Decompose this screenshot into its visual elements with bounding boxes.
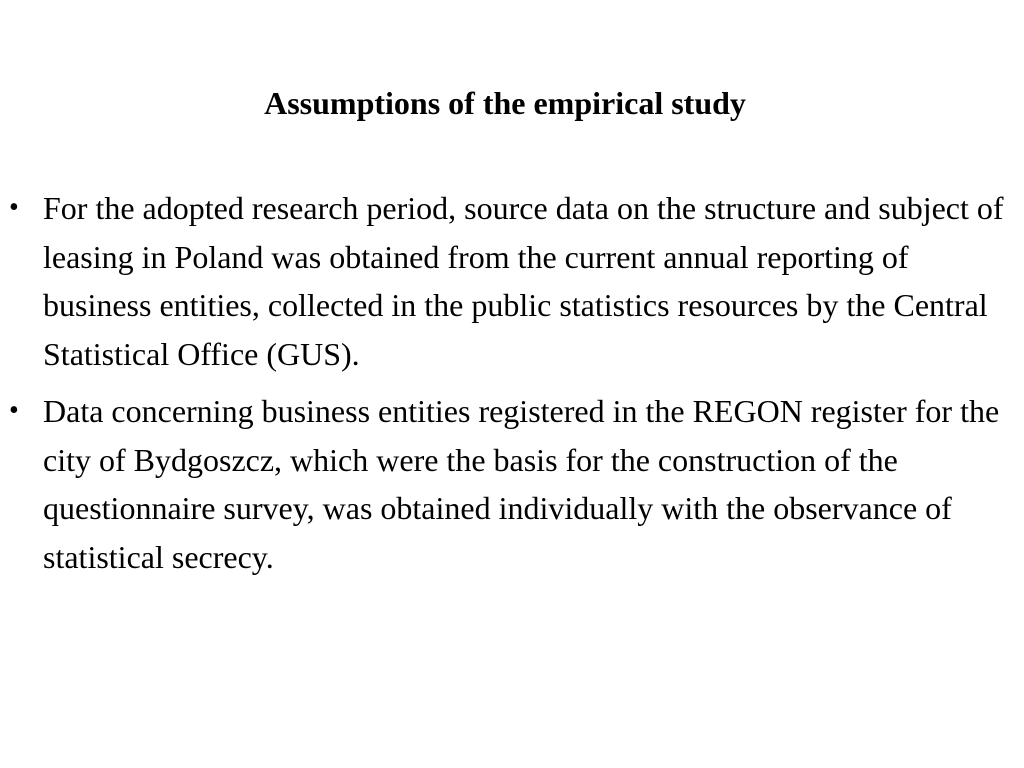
bullet-text: For the adopted research period, source data on the structure and subject of leasing in Poland was obtained from the current annual reporting of business entities, collected in the public statistics resources by the Central Statistical Office (GUS).	[43, 190, 1004, 372]
bullet-item-regon-register-data	[0, 387, 1013, 581]
bullet-point-icon: •	[9, 192, 19, 223]
bullet-text: Data concerning business entities registered in the REGON register for the city of Bydgoszcz, which were the basis for the construction of the questionnaire survey, was obtained individually with the observance of statistical secrecy.	[43, 393, 1000, 575]
bullet-list	[0, 184, 1024, 590]
bullet-point-icon: •	[9, 395, 19, 426]
slide-title: Assumptions of the empirical study	[264, 85, 746, 121]
bullet-item-research-data-source	[0, 184, 1013, 378]
